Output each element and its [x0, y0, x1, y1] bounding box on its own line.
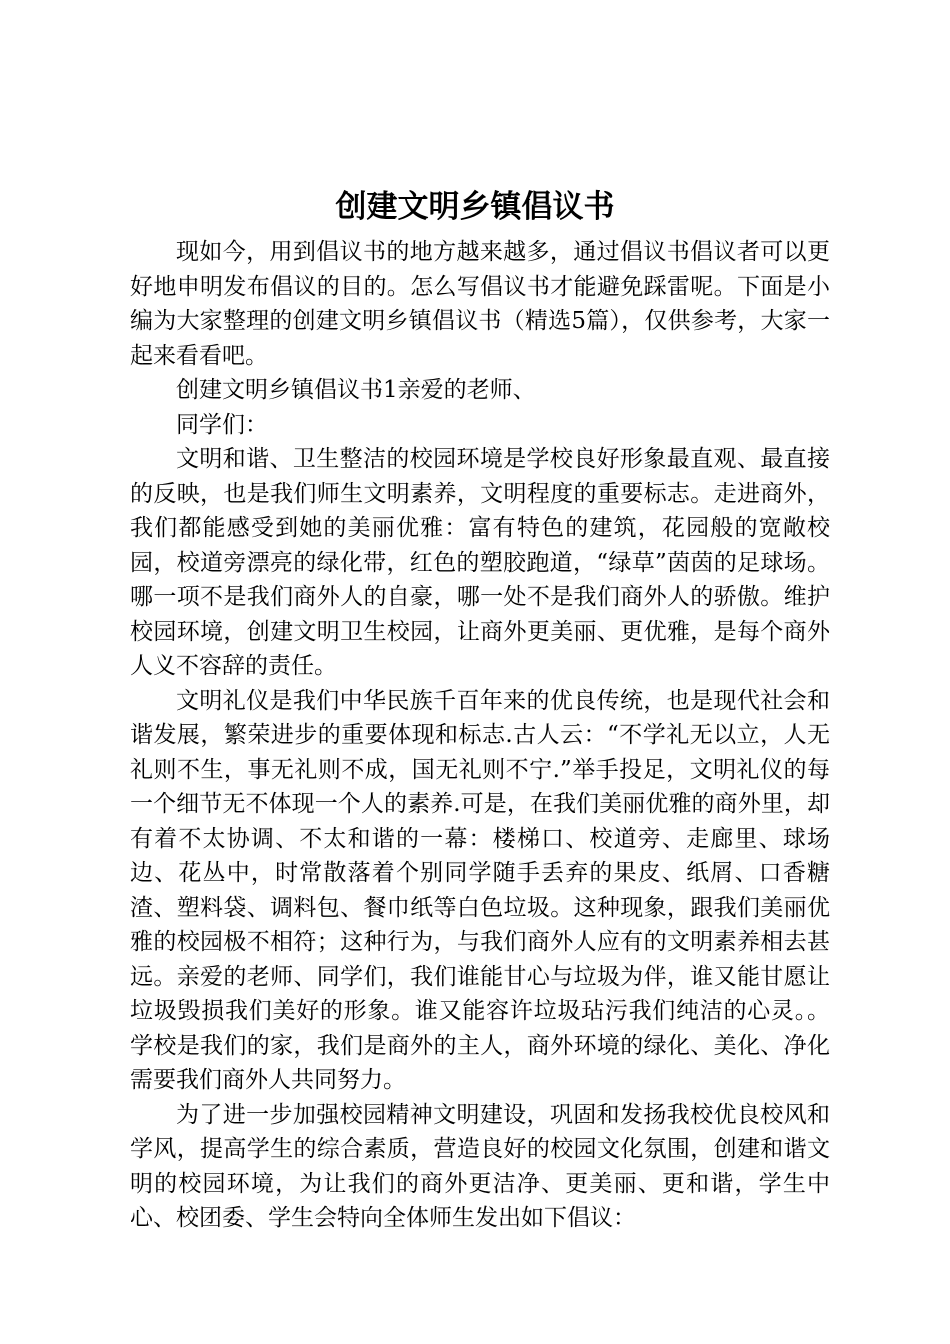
- paragraph-salutation: 同学们：: [176, 411, 268, 438]
- paragraph-heading-1: 创建文明乡镇倡议书1亲爱的老师、: [176, 377, 536, 403]
- document-title: 创建文明乡镇倡议书: [335, 189, 615, 225]
- paragraph-proposal: 为了进一步加强校园精神文明建设，巩固和发扬我校优良校风和学风，提高学生的综合素质，营造良好的校园文化氛围，创建和谐文明的校园环境，为让我们的商外更洁净、更美丽、更和谐，学生中心、校团委、学生会特向全体师生发出如下倡议：: [130, 1101, 830, 1231]
- document-body: [130, 235, 830, 1236]
- paragraph-etiquette: 文明礼仪是我们中华民族千百年来的优良传统，也是现代社会和谐发展，繁荣进步的重要体现和标志.古人云：“不学礼无以立，人无礼则不生，事无礼则不成，国无礼则不宁.”举手投足，文明礼仪的每一个细节无不体现一个人的素养.可是，在我们美丽优雅的商外里，却有着不太协调、不太和谐的一幕：楼梯口、校道旁、走廊里、球场边、花丛中，时常散落着个别同学随手丢弃的果皮、纸屑、口香糖渣、塑料袋、调料包、餐巾纸等白色垃圾。这种现象，跟我们美丽优雅的校园极不相符；这种行为，与我们商外人应有的文明素养相去甚远。亲爱的老师、同学们，我们谁能甘心与垃圾为伴，谁又能甘愿让垃圾毁损我们美好的形象。谁又能容许垃圾玷污我们纯洁的心灵。。学校是我们的家，我们是商外的主人，商外环境的绿化、美化、净化需要我们商外人共同努力。: [130, 687, 830, 1093]
- paragraph-intro: 现如今，用到倡议书的地方越来越多，通过倡议书倡议者可以更好地申明发布倡议的目的。怎么写倡议书才能避免踩雷呢。下面是小编为大家整理的创建文明乡镇倡议书（精选5篇），仅供参考，大家一起来看看吧。: [130, 239, 830, 369]
- paragraph-environment: 文明和谐、卫生整洁的校园环境是学校良好形象最直观、最直接的反映，也是我们师生文明素养，文明程度的重要标志。走进商外，我们都能感受到她的美丽优雅：富有特色的建筑，花园般的宽敞校园，校道旁漂亮的绿化带，红色的塑胶跑道，“绿草”茵茵的足球场。哪一项不是我们商外人的自豪，哪一处不是我们商外人的骄傲。维护校园环境，创建文明卫生校园，让商外更美丽、更优雅，是每个商外人义不容辞的责任。: [130, 446, 830, 679]
